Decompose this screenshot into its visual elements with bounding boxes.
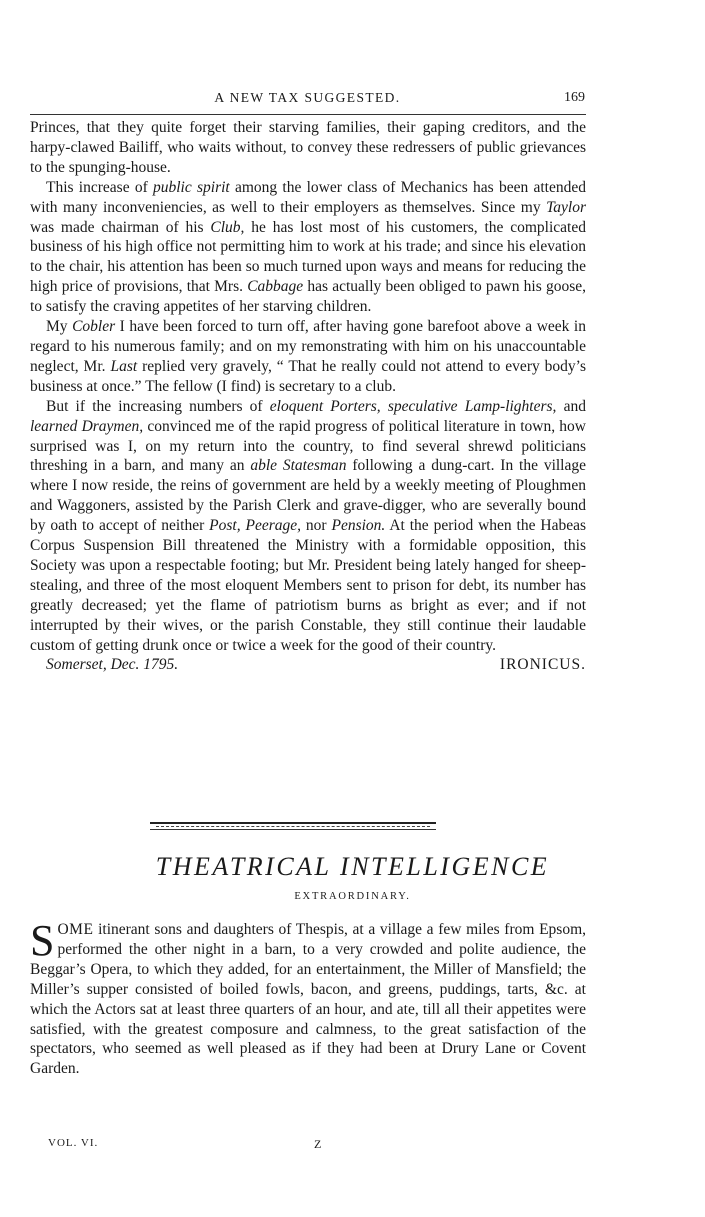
drop-cap: S — [30, 916, 55, 965]
section-subtitle: EXTRAORDINARY. — [294, 891, 411, 902]
paragraph-continuation: Princes, that they quite forget their starving families, their gaping creditors, and the harpy-clawed Bailiff, who waits without, to convey these redressers of public grievances to the spunging-house. — [30, 119, 586, 176]
signoff-place-date: Somerset, Dec. 1795. — [46, 656, 179, 674]
running-title: A NEW TAX SUGGESTED. — [214, 90, 401, 105]
page-footer — [48, 1137, 448, 1153]
volume-label: VOL. VI. — [48, 1137, 99, 1149]
paragraph-village-society: But if the increasing numbers of eloquent Porters, speculative Lamp-lighters, and learned Draymen, convinced me of the rapid progress of political literature in town, how surprised was I, on my return into the country, to find several shrewd politicians threshing in a barn, and many an able Statesman following a dung-cart. In the village where I now reside, the reins of government are held by a weekly meeting of Ploughmen and Waggoners, assisted by the Parish Clerk and grave-digger, who are severally bound by oath to accept of neither Post, Peerage, nor Pension. At the period when the Habeas Corpus Suspension Bill threatened the Ministry with a formidable opposition, this Society was upon a respectable footing; but Mr. President being lately hanged for sheep-stealing, and three of the most eloquent Members sent to prison for debt, its number has greatly decreased; yet the flame of patriotism burns as bright as ever; and if not interrupted by their wives, or the parish Constable, they still continue their laudable custom of getting drunk once or twice a week for the good of their country. — [30, 397, 587, 654]
section-title: THEATRICAL INTELLIGENCE — [155, 852, 550, 881]
signoff — [30, 655, 586, 677]
page-number: 169 — [564, 90, 585, 105]
first-word: OME — [57, 921, 94, 938]
signoff-author: IRONICUS. — [499, 656, 586, 674]
running-head — [30, 90, 585, 110]
section-divider-ornament — [150, 822, 436, 830]
theatrical-article — [30, 916, 586, 1079]
paragraph-cobler: My Cobler I have been forced to turn off, after having gone barefoot above a week in regard to his numerous family; and on my remonstrating with him on his unaccountable neglect, Mr. Last replied very gravely, “ That he really could not attend to every body’s business at once.” The fellow (I find) is secretary to a club. — [30, 318, 586, 395]
paragraph-public-spirit: This increase of public spirit among the lower class of Mechanics has been attended with many inconveniencies, as well to their employers as themselves. Since my Taylor was made chairman of his Club, he has lost most of his customers, the complicated business of his high office not permitting him to work at his trade; and since his elevation to the chair, his attention has been so much turned upon ways and means for reducing the high price of provisions, that Mrs. Cabbage has actually been obliged to pawn his goose, to satisfy the craving appetites of her starving children. — [30, 178, 586, 316]
signature-mark: Z — [314, 1137, 323, 1151]
article-text: itinerant sons and daughters of Thespis, at a village a few miles from Epsom, performed the other night in a barn, to a very crowded and polite audience, the Beggar’s Opera, to which they added, for an entertainment, the Miller of Mansfield; the Miller’s supper consisted of boiled fowls, bacon, and greens, puddings, tarts, &c. at which the Actors sat at least three quarters of an hour, and ate, till all their appetites were satisfied, with the greatest composure and calmness, to the great satisfaction of the spectators, who seemed as well pleased as if they had been at Drury Lane or Covent Garden. — [30, 921, 586, 1078]
letter-body — [30, 118, 586, 677]
header-rule — [30, 114, 586, 115]
